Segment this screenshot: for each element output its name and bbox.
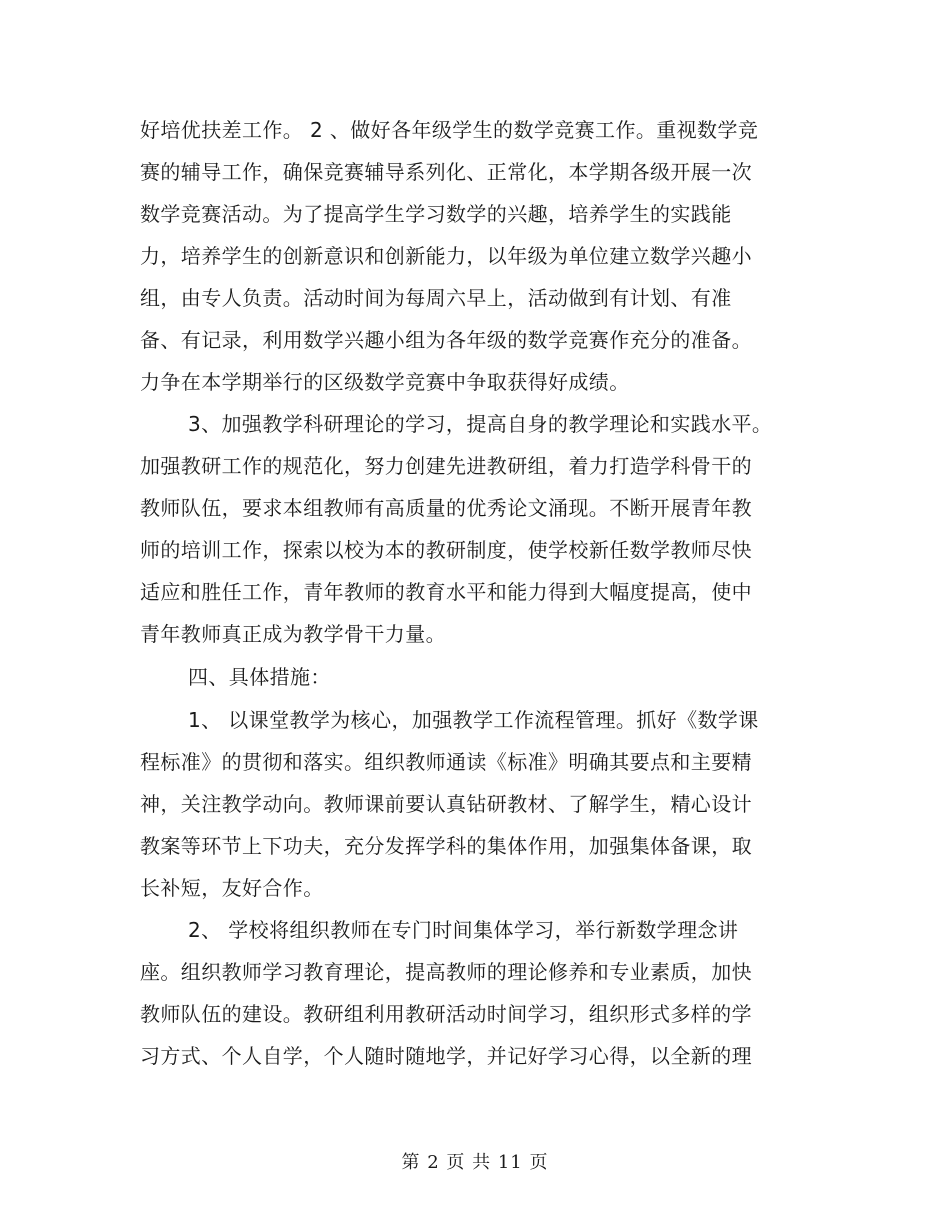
text-line: 教师队伍，要求本组教师有高质量的优秀论文涌现。不断开展青年教 bbox=[140, 496, 752, 520]
section-heading: 四、具体措施： bbox=[188, 665, 331, 689]
text-line: 教师队伍的建设。教研组利用教研活动时间学习，组织形式多样的学 bbox=[140, 1002, 752, 1026]
text-line: 力争在本学期举行的区级数学竞赛中争取获得好成绩。 bbox=[140, 370, 630, 394]
text-line: 赛的辅导工作，确保竞赛辅导系列化、正常化，本学期各级开展一次 bbox=[140, 160, 752, 184]
text-line: 青年教师真正成为教学骨干力量。 bbox=[140, 622, 446, 646]
text-line: 长补短，友好合作。 bbox=[140, 876, 324, 900]
text-line: 师的培训工作，探索以校为本的教研制度，使学校新任数学教师尽快 bbox=[140, 538, 752, 562]
text-line: 数学竞赛活动。为了提高学生学习数学的兴趣，培养学生的实践能 bbox=[140, 202, 732, 226]
text-line: 习方式、个人自学，个人随时随地学，并记好学习心得，以全新的理 bbox=[140, 1044, 752, 1068]
text-line: 适应和胜任工作，青年教师的教育水平和能力得到大幅度提高，使中 bbox=[140, 580, 752, 604]
page-number-footer: 第 2 页 共 11 页 bbox=[401, 1152, 549, 1173]
paragraph-start-line: 2、 学校将组织教师在专门时间集体学习，举行新数学理念讲 bbox=[188, 918, 739, 942]
text-line: 好培优扶差工作。 2 、做好各年级学生的数学竞赛工作。重视数学竞 bbox=[140, 118, 759, 142]
text-line: 座。组织教师学习教育理论，提高教师的理论修养和专业素质，加快 bbox=[140, 960, 752, 984]
paragraph-start-line: 1、 以课堂教学为核心，加强教学工作流程管理。抓好《数学课 bbox=[188, 708, 759, 732]
paragraph-start-line: 3、加强教学科研理论的学习，提高自身的教学理论和实践水平。 bbox=[188, 412, 773, 436]
text-line: 组，由专人负责。活动时间为每周六早上，活动做到有计划、有准 bbox=[140, 286, 732, 310]
text-line: 神，关注教学动向。教师课前要认真钻研教材、了解学生，精心设计 bbox=[140, 792, 752, 816]
text-line: 程标准》的贯彻和落实。组织教师通读《标准》明确其要点和主要精 bbox=[140, 750, 752, 774]
text-line: 备、有记录，利用数学兴趣小组为各年级的数学竞赛作充分的准备。 bbox=[140, 328, 752, 352]
text-line: 教案等环节上下功夫，充分发挥学科的集体作用，加强集体备课，取 bbox=[140, 834, 752, 858]
text-line: 力，培养学生的创新意识和创新能力，以年级为单位建立数学兴趣小 bbox=[140, 244, 752, 268]
text-line: 加强教研工作的规范化，努力创建先进教研组，着力打造学科骨干的 bbox=[140, 454, 752, 478]
